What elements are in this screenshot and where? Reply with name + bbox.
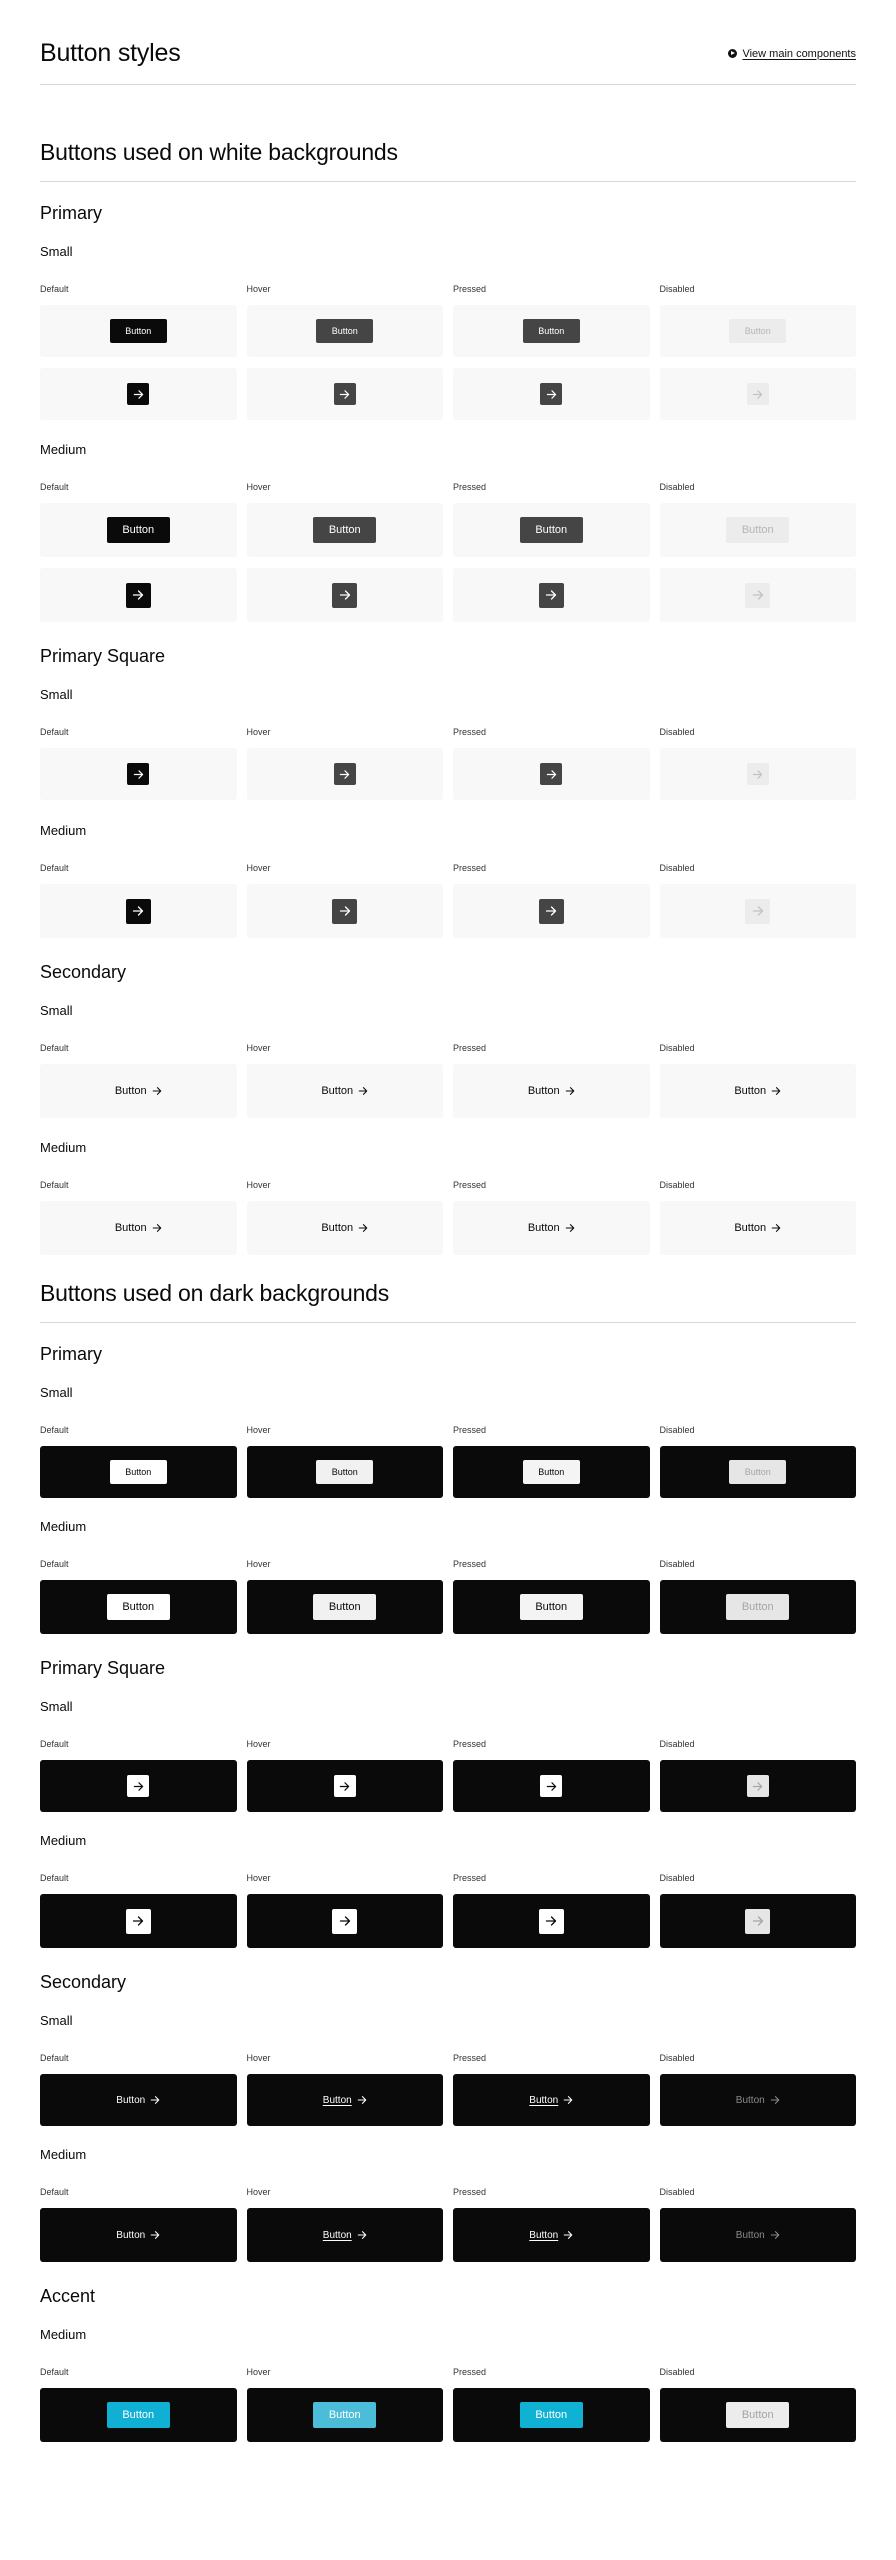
arrow-right-icon (339, 905, 351, 917)
state-label-default: Default (40, 1739, 69, 1749)
state-labels (40, 284, 856, 294)
size-title-medium: Medium (40, 823, 87, 838)
size-title-small: Small (40, 244, 73, 259)
state-label-default: Default (40, 1425, 69, 1435)
example-cell-hover (247, 2208, 444, 2262)
secondary-button-row (40, 2074, 856, 2126)
state-label-pressed: Pressed (453, 284, 487, 294)
arrow-right-icon (563, 2230, 573, 2240)
example-cell-default (40, 1446, 237, 1498)
example-cell-hover (247, 1064, 444, 1118)
button-disabled[interactable]: Button (729, 319, 786, 343)
secondary-button-label: Button (321, 1222, 354, 1234)
example-cell-default (40, 1580, 237, 1634)
arrow-right-icon (565, 1086, 575, 1096)
secondary-button-label: Button (527, 1085, 560, 1097)
example-cell-hover (247, 503, 444, 557)
square-button-hover[interactable] (334, 383, 356, 405)
button-hover[interactable]: Button (313, 2402, 376, 2428)
arrow-right-icon (563, 2095, 573, 2105)
example-cell-hover (247, 568, 444, 622)
state-label-disabled: Disabled (659, 1180, 695, 1190)
group-title-primary-square: Primary Square (40, 646, 166, 666)
arrow-right-icon (339, 589, 351, 601)
state-label-hover: Hover (246, 1739, 271, 1749)
arrow-right-icon (152, 1086, 162, 1096)
square-button-disabled[interactable] (747, 763, 769, 785)
example-cell-default (40, 568, 237, 622)
square-button-hover[interactable] (334, 763, 356, 785)
arrow-right-icon (339, 1915, 351, 1927)
size-title-medium: Medium (40, 1833, 87, 1848)
example-cell-default (40, 884, 237, 938)
example-cell-default (40, 2074, 237, 2126)
example-cell-pressed (453, 1201, 650, 1255)
arrow-right-icon (752, 905, 764, 917)
secondary-button-disabled[interactable] (734, 1222, 781, 1234)
example-cell-pressed (453, 748, 650, 800)
square-button-pressed[interactable] (539, 899, 564, 924)
section-title-dark: Buttons used on dark backgrounds (40, 1280, 856, 1323)
state-label-default: Default (40, 727, 69, 737)
state-label-pressed: Pressed (453, 1559, 487, 1569)
arrow-right-icon (545, 589, 557, 601)
state-label-hover: Hover (246, 1180, 271, 1190)
secondary-button-label: Button (734, 1222, 767, 1234)
arrow-right-icon (339, 1781, 350, 1792)
state-label-default: Default (40, 2187, 69, 2197)
example-cell-disabled (660, 568, 857, 622)
square-button-pressed[interactable] (540, 763, 562, 785)
secondary-button-hover[interactable] (321, 1222, 368, 1234)
arrow-right-icon (132, 589, 144, 601)
square-button-row (40, 748, 856, 800)
arrow-right-icon (357, 2230, 367, 2240)
example-cell-default (40, 1064, 237, 1118)
example-cell-pressed (453, 503, 650, 557)
state-label-hover: Hover (246, 1425, 271, 1435)
secondary-button-disabled[interactable] (736, 2230, 780, 2241)
square-button-default[interactable] (126, 583, 151, 608)
square-button-disabled[interactable] (747, 1775, 769, 1797)
example-cell-pressed (453, 1894, 650, 1948)
square-button-hover[interactable] (332, 1909, 357, 1934)
button-default[interactable]: Button (110, 1460, 167, 1484)
example-cell-pressed (453, 1064, 650, 1118)
square-button-disabled[interactable] (745, 1909, 770, 1934)
state-label-hover: Hover (246, 1559, 271, 1569)
arrow-right-icon (752, 589, 764, 601)
state-label-default: Default (40, 2367, 69, 2377)
example-cell-disabled (660, 748, 857, 800)
square-button-default[interactable] (126, 1909, 151, 1934)
section-title-white: Buttons used on white backgrounds (40, 139, 856, 182)
button-default[interactable]: Button (107, 2402, 170, 2428)
button-pressed[interactable]: Button (520, 517, 583, 543)
secondary-button-default[interactable] (115, 1085, 162, 1097)
secondary-button-pressed[interactable] (529, 2095, 573, 2106)
secondary-button-label: Button (114, 1085, 147, 1097)
secondary-button-default[interactable] (115, 1222, 162, 1234)
play-circle-icon (728, 49, 737, 58)
secondary-button-row (40, 1064, 856, 1118)
group-title-primary: Primary (40, 203, 102, 223)
state-label-hover: Hover (246, 1873, 271, 1883)
square-button-hover[interactable] (332, 583, 357, 608)
button-disabled[interactable]: Button (729, 1460, 786, 1484)
example-cell-default (40, 305, 237, 357)
state-label-disabled: Disabled (659, 2367, 695, 2377)
secondary-button-label: Button (321, 1085, 354, 1097)
secondary-button-label: Button (735, 2094, 765, 2106)
square-button-row (40, 1760, 856, 1812)
example-cell-disabled (660, 2074, 857, 2126)
secondary-button-label: Button (529, 2094, 559, 2106)
size-title-medium: Medium (40, 1519, 87, 1534)
square-button-disabled[interactable] (745, 899, 770, 924)
secondary-button-pressed[interactable] (528, 1085, 575, 1097)
state-label-hover: Hover (246, 2053, 271, 2063)
example-cell-disabled (660, 1446, 857, 1498)
arrow-right-icon (546, 769, 557, 780)
example-cell-pressed (453, 1446, 650, 1498)
state-labels (40, 2187, 856, 2197)
state-label-disabled: Disabled (659, 1425, 695, 1435)
secondary-button-pressed[interactable] (529, 2230, 573, 2241)
secondary-button-label: Button (116, 2229, 146, 2241)
secondary-button-hover[interactable] (323, 2230, 367, 2241)
example-cell-default (40, 748, 237, 800)
arrow-right-icon (545, 1915, 557, 1927)
arrow-right-icon (152, 1223, 162, 1233)
example-cell-disabled (660, 368, 857, 420)
arrow-right-icon (771, 1086, 781, 1096)
arrow-right-icon (339, 389, 350, 400)
square-button-row (40, 884, 856, 938)
square-button-row (40, 1894, 856, 1948)
button-row (40, 305, 856, 357)
example-cell-default (40, 2388, 237, 2442)
example-cell-disabled (660, 1064, 857, 1118)
example-cell-disabled (660, 503, 857, 557)
state-label-pressed: Pressed (453, 1043, 487, 1053)
square-button-row (40, 368, 856, 420)
button-row (40, 2388, 856, 2442)
state-label-hover: Hover (246, 727, 271, 737)
button-hover[interactable]: Button (316, 1460, 373, 1484)
square-button-row (40, 568, 856, 622)
arrow-right-icon (752, 769, 763, 780)
state-label-hover: Hover (246, 284, 271, 294)
button-disabled[interactable]: Button (726, 1594, 789, 1620)
arrow-right-icon (545, 905, 557, 917)
arrow-right-icon (565, 1223, 575, 1233)
example-cell-disabled (660, 1201, 857, 1255)
group-title-secondary-dark: Secondary (40, 1972, 127, 1992)
arrow-right-icon (752, 1915, 764, 1927)
example-cell-hover (247, 2074, 444, 2126)
state-label-disabled: Disabled (659, 1739, 695, 1749)
state-label-disabled: Disabled (659, 2053, 695, 2063)
state-label-pressed: Pressed (453, 2367, 487, 2377)
secondary-button-label: Button (527, 1222, 560, 1234)
state-label-default: Default (40, 482, 69, 492)
state-label-hover: Hover (246, 2187, 271, 2197)
page-title: Button styles (40, 39, 181, 67)
example-cell-hover (247, 1760, 444, 1812)
example-cell-disabled (660, 1760, 857, 1812)
state-label-disabled: Disabled (659, 284, 695, 294)
size-title-small: Small (40, 687, 73, 702)
state-labels (40, 727, 856, 737)
arrow-right-icon (752, 1781, 763, 1792)
example-cell-disabled (660, 1580, 857, 1634)
secondary-button-label: Button (322, 2094, 352, 2106)
example-cell-pressed (453, 884, 650, 938)
secondary-button-hover[interactable] (321, 1085, 368, 1097)
button-default[interactable]: Button (107, 1594, 170, 1620)
secondary-button-hover[interactable] (323, 2095, 367, 2106)
arrow-right-icon (132, 1915, 144, 1927)
square-button-hover[interactable] (332, 899, 357, 924)
secondary-button-disabled[interactable] (736, 2095, 780, 2106)
arrow-right-icon (150, 2095, 160, 2105)
group-title-accent: Accent (40, 2286, 96, 2306)
example-cell-default (40, 1894, 237, 1948)
button-hover[interactable]: Button (313, 1594, 376, 1620)
state-label-pressed: Pressed (453, 1739, 487, 1749)
state-label-hover: Hover (246, 2367, 271, 2377)
example-cell-hover (247, 1446, 444, 1498)
state-label-hover: Hover (246, 863, 271, 873)
square-button-hover[interactable] (334, 1775, 356, 1797)
button-disabled[interactable]: Button (726, 2402, 789, 2428)
secondary-button-disabled[interactable] (734, 1085, 781, 1097)
secondary-button-row (40, 2208, 856, 2262)
example-cell-pressed (453, 2388, 650, 2442)
arrow-right-icon (132, 905, 144, 917)
state-labels (40, 863, 856, 873)
button-row (40, 1446, 856, 1498)
state-label-hover: Hover (246, 482, 271, 492)
example-cell-default (40, 503, 237, 557)
state-labels (40, 1559, 856, 1569)
state-label-pressed: Pressed (453, 1180, 487, 1190)
arrow-right-icon (752, 389, 763, 400)
secondary-button-default[interactable] (116, 2095, 160, 2106)
state-label-default: Default (40, 2053, 69, 2063)
secondary-button-row (40, 1201, 856, 1255)
state-label-pressed: Pressed (453, 2187, 487, 2197)
button-disabled[interactable]: Button (726, 517, 789, 543)
button-default[interactable]: Button (110, 319, 167, 343)
example-cell-disabled (660, 2388, 857, 2442)
state-label-default: Default (40, 1873, 69, 1883)
square-button-default[interactable] (127, 1775, 149, 1797)
square-button-pressed[interactable] (540, 383, 562, 405)
size-title-medium: Medium (40, 2327, 87, 2342)
state-label-pressed: Pressed (453, 1873, 487, 1883)
example-cell-hover (247, 748, 444, 800)
state-label-disabled: Disabled (659, 727, 695, 737)
state-label-hover: Hover (246, 1043, 271, 1053)
example-cell-disabled (660, 305, 857, 357)
example-cell-disabled (660, 2208, 857, 2262)
example-cell-default (40, 1201, 237, 1255)
square-button-pressed[interactable] (539, 583, 564, 608)
secondary-button-label: Button (735, 2229, 765, 2241)
button-pressed[interactable]: Button (523, 319, 580, 343)
group-title-primary-square-dark: Primary Square (40, 1658, 166, 1678)
state-labels (40, 2367, 856, 2377)
state-label-default: Default (40, 1043, 69, 1053)
secondary-button-label: Button (322, 2229, 352, 2241)
state-labels (40, 482, 856, 492)
arrow-right-icon (546, 1781, 557, 1792)
arrow-right-icon (133, 1781, 144, 1792)
example-cell-hover (247, 2388, 444, 2442)
example-cell-default (40, 1760, 237, 1812)
header (40, 0, 856, 85)
state-label-pressed: Pressed (453, 482, 487, 492)
button-pressed[interactable]: Button (523, 1460, 580, 1484)
arrow-right-icon (133, 769, 144, 780)
secondary-button-label: Button (734, 1085, 767, 1097)
state-label-pressed: Pressed (453, 2053, 487, 2063)
arrow-right-icon (771, 1223, 781, 1233)
arrow-right-icon (358, 1086, 368, 1096)
secondary-button-default[interactable] (116, 2230, 160, 2241)
state-label-default: Default (40, 284, 69, 294)
state-label-pressed: Pressed (453, 1425, 487, 1435)
example-cell-hover (247, 305, 444, 357)
example-cell-pressed (453, 2208, 650, 2262)
square-button-default[interactable] (127, 383, 149, 405)
arrow-right-icon (358, 1223, 368, 1233)
state-label-pressed: Pressed (453, 863, 487, 873)
size-title-small: Small (40, 1699, 73, 1714)
square-button-disabled[interactable] (745, 583, 770, 608)
state-label-disabled: Disabled (659, 1559, 695, 1569)
state-label-default: Default (40, 1559, 69, 1569)
arrow-right-icon (770, 2095, 780, 2105)
state-label-disabled: Disabled (659, 1873, 695, 1883)
arrow-right-icon (150, 2230, 160, 2240)
arrow-right-icon (133, 389, 144, 400)
state-labels (40, 1873, 856, 1883)
secondary-button-label: Button (529, 2229, 559, 2241)
button-hover[interactable]: Button (313, 517, 376, 543)
state-labels (40, 1180, 856, 1190)
arrow-right-icon (357, 2095, 367, 2105)
square-button-default[interactable] (127, 763, 149, 785)
state-labels (40, 1739, 856, 1749)
state-label-default: Default (40, 863, 69, 873)
example-cell-disabled (660, 884, 857, 938)
arrow-right-icon (339, 769, 350, 780)
state-labels (40, 1043, 856, 1053)
button-row (40, 1580, 856, 1634)
state-labels (40, 2053, 856, 2063)
size-title-medium: Medium (40, 1140, 87, 1155)
example-cell-hover (247, 1201, 444, 1255)
example-cell-pressed (453, 1760, 650, 1812)
secondary-button-label: Button (114, 1222, 147, 1234)
secondary-button-label: Button (116, 2094, 146, 2106)
example-cell-pressed (453, 368, 650, 420)
example-cell-pressed (453, 305, 650, 357)
square-button-default[interactable] (126, 899, 151, 924)
state-label-disabled: Disabled (659, 2187, 695, 2197)
example-cell-pressed (453, 568, 650, 622)
button-pressed[interactable]: Button (520, 1594, 583, 1620)
state-label-disabled: Disabled (659, 1043, 695, 1053)
state-label-disabled: Disabled (659, 482, 695, 492)
state-labels (40, 1425, 856, 1435)
arrow-right-icon (770, 2230, 780, 2240)
button-hover[interactable]: Button (316, 319, 373, 343)
example-cell-hover (247, 368, 444, 420)
arrow-right-icon (546, 389, 557, 400)
group-title-secondary: Secondary (40, 962, 127, 982)
size-title-medium: Medium (40, 442, 87, 457)
button-pressed[interactable]: Button (520, 2402, 583, 2428)
size-title-small: Small (40, 2013, 73, 2028)
example-cell-hover (247, 1580, 444, 1634)
secondary-button-pressed[interactable] (528, 1222, 575, 1234)
square-button-pressed[interactable] (539, 1909, 564, 1934)
state-label-disabled: Disabled (659, 863, 695, 873)
square-button-disabled[interactable] (747, 383, 769, 405)
example-cell-disabled (660, 1894, 857, 1948)
state-label-pressed: Pressed (453, 727, 487, 737)
button-default[interactable]: Button (107, 517, 170, 543)
square-button-pressed[interactable] (540, 1775, 562, 1797)
button-row (40, 503, 856, 557)
state-label-default: Default (40, 1180, 69, 1190)
size-title-medium: Medium (40, 2147, 87, 2162)
example-cell-default (40, 2208, 237, 2262)
example-cell-default (40, 368, 237, 420)
example-cell-hover (247, 1894, 444, 1948)
view-main-components-link[interactable] (728, 48, 856, 60)
group-title-primary-dark: Primary (40, 1344, 102, 1364)
example-cell-pressed (453, 2074, 650, 2126)
size-title-small: Small (40, 1385, 73, 1400)
example-cell-hover (247, 884, 444, 938)
view-link-label: View main components (742, 47, 856, 60)
size-title-small: Small (40, 1003, 73, 1018)
example-cell-pressed (453, 1580, 650, 1634)
